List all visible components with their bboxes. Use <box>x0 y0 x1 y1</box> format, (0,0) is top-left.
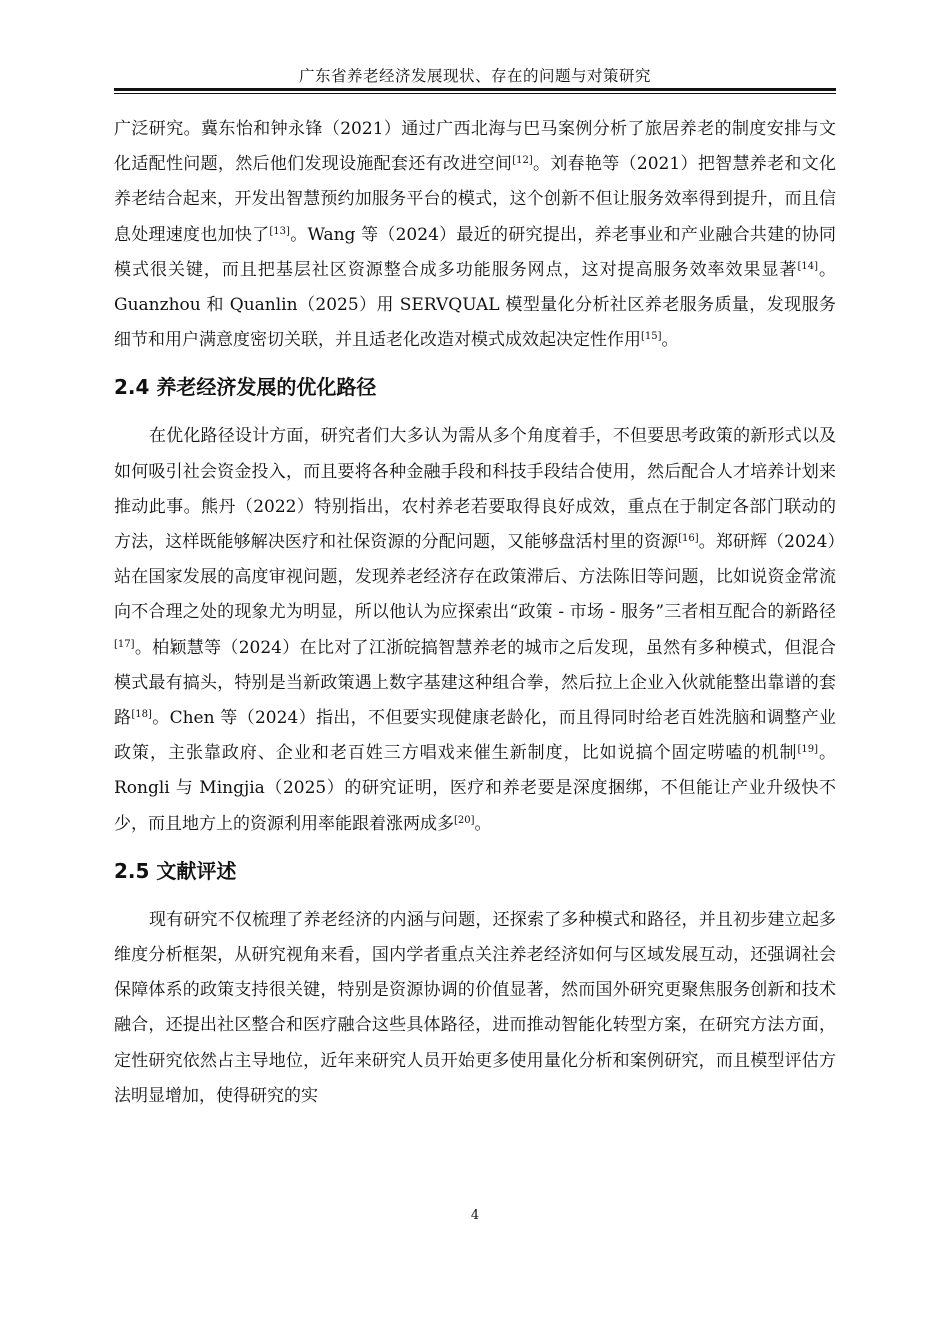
page-number: 4 <box>470 1208 480 1223</box>
citation-ref: [16] <box>678 533 699 545</box>
paragraph-2-5: 现有研究不仅梳理了养老经济的内涵与问题，还探索了多种模式和路径，并且初步建立起多维度分析框架，从研究视角来看，国内学者重点关注养老经济如何与区域发展互动，还强调社会保障体系的政策支持很关键，特别是资源协调的价值显著，然而国外研究更聚焦服务创新和技术融合，还提出社区整合和医疗融合这些具体路径，进而推动智能化转型方案，在研究方法方面，定性研究依然占主导地位，近年来研究人员开始更多使用量化分析和案例研究，而且模型评估方法明显增加，使得研究的实 <box>114 909 836 1106</box>
page-body <box>114 112 836 1114</box>
citation-ref: [14] <box>797 260 819 272</box>
citation-ref: [12] <box>512 155 533 167</box>
paragraph-continued: 广泛研究。冀东怡和钟永锋（2021）通过广西北海与巴马案例分析了旅居养老的制度安排与文化适配性问题，然后他们发现设施配套还有改进空间[12]。刘春艳等（2021）把智慧养老和文化养老结合起来，开发出智慧预约加服务平台的模式，这个创新不但让服务效率得到提升，而且信息处理速度也加快了[13]。Wang 等（2024）最近的研究提出，养老事业和产业融合共建的协同模式很关键，而且把基层社区资源整合成多功能服务网点，这对提高服务效率效果显著[14]。Guanzhou 和 Quanlin（2025）用 SERVQUAL 模型量化分析社区养老服务质量，发现服务细节和用户满意度密切关联，并且适老化改造对模式成效起决定性作用[15]。 <box>114 119 837 351</box>
citation-ref: [19] <box>797 744 819 756</box>
citation-ref: [15] <box>641 331 662 343</box>
header-rule-thick <box>114 88 836 91</box>
section-heading-2-5: 2.5 文献评述 <box>114 858 237 883</box>
running-header: 广东省养老经济发展现状、存在的问题与对策研究 <box>298 67 651 85</box>
citation-ref: [13] <box>269 225 290 237</box>
paragraph-2-4: 在优化路径设计方面，研究者们大多认为需从多个角度着手，不但要思考政策的新形式以及如何吸引社会资金投入，而且要将各种金融手段和科技手段结合使用，然后配合人才培养计划来推动此事。熊丹（2022）特别指出，农村养老若要取得良好成效，重点在于制定各部门联动的方法，这样既能够解决医疗和社保资源的分配问题，又能够盘活村里的资源[16]。郑研辉（2024）站在国家发展的高度审视问题，发现养老经济存在政策滞后、方法陈旧等问题，比如说资金常流向不合理之处的现象尤为明显，所以他认为应探索出“政策 - 市场 - 服务”三者相互配合的新路径[17]。柏颖慧等（2024）在比对了江浙皖搞智慧养老的城市之后发现，虽然有多种模式，但混合模式最有搞头，特别是当新政策遇上数字基建这种组合拳，然后拉上企业入伙就能整出靠谱的套路[18]。Chen 等（2024）指出，不但要实现健康老龄化，而且得同时给老百姓洗脑和调整产业政策，主张靠政府、企业和老百姓三方唱戏来催生新制度，比如说搞个固定唠嗑的机制[19]。Rongli 与 Mingjia（2025）的研究证明，医疗和养老要是深度捆绑，不但能让产业升级快不少，而且地方上的资源利用率能跟着涨两成多[20]。 <box>114 426 837 834</box>
header-rule-thin <box>114 93 836 94</box>
section-heading-2-4: 2.4 养老经济发展的优化路径 <box>114 375 377 400</box>
citation-ref: [17] <box>114 638 135 650</box>
citation-ref: [20] <box>454 814 475 826</box>
citation-ref: [18] <box>131 709 152 721</box>
